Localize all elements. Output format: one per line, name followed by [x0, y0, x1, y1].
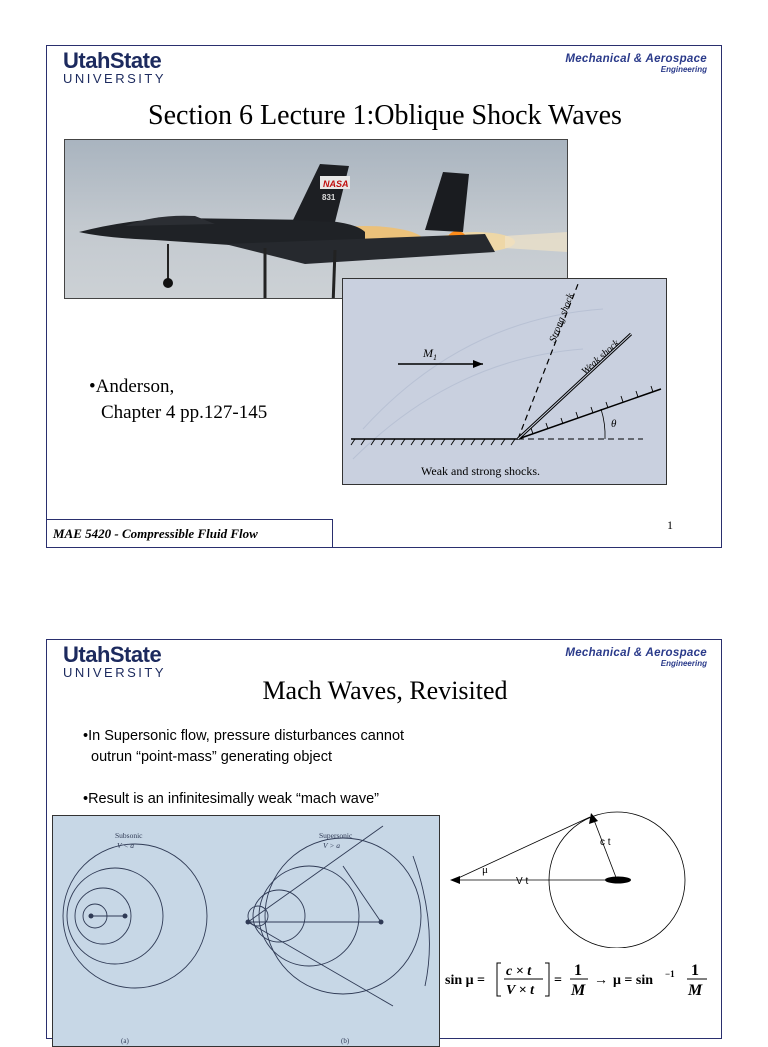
svg-text:μ: μ	[482, 864, 488, 876]
svg-text:1: 1	[691, 962, 699, 979]
bullet-1-line-1: In Supersonic flow, pressure disturbances cannot	[88, 728, 405, 744]
svg-text:M: M	[571, 982, 586, 999]
svg-text:V t: V t	[516, 876, 529, 887]
mach-cone-diagram	[442, 798, 722, 948]
department-logo	[565, 53, 707, 74]
bullet-1-line-2: outrun “point-mass” generating object	[91, 749, 332, 765]
svg-text:V × t: V × t	[506, 983, 534, 998]
svg-text:(a): (a)	[121, 1037, 129, 1045]
svg-text:V > a: V > a	[323, 841, 341, 850]
logo-line-1: UtahState	[63, 642, 162, 667]
shock-diagram-illustration	[343, 279, 666, 484]
logo-line-2: UNIVERSITY	[63, 665, 167, 680]
dept-line-2: Engineering	[660, 659, 707, 668]
svg-text:μ = sin: μ = sin	[613, 973, 654, 988]
bullet-1	[83, 726, 404, 768]
nasa-tail-text: NASA	[323, 179, 349, 189]
university-logo	[63, 50, 166, 86]
svg-text:(b): (b)	[341, 1037, 350, 1045]
svg-text:Weak shock: Weak shock	[579, 337, 622, 378]
slide-2	[46, 639, 722, 1045]
bullet-2-text: Result is an infinitesimally weak “mach wave”	[88, 791, 379, 807]
svg-text:c t: c t	[600, 837, 611, 848]
svg-text:M: M	[688, 982, 703, 999]
svg-text:V < a: V < a	[117, 841, 135, 850]
mach-wave-diagram	[52, 815, 440, 1047]
svg-text:=: =	[554, 973, 562, 988]
svg-text:M1: $M_1$	[423, 346, 437, 362]
page-number: 1	[667, 518, 673, 532]
figure-caption: Weak and strong shocks.	[421, 464, 541, 478]
bullet-reference	[89, 374, 267, 426]
department-logo	[565, 647, 707, 668]
svg-text:sin μ =: sin μ =	[445, 973, 486, 988]
svg-text:Strong shock: Strong shock	[547, 291, 577, 345]
logo-line-2: UNIVERSITY	[63, 71, 167, 86]
slide-1	[46, 45, 722, 548]
bullet-2	[83, 789, 379, 810]
slide-title: Mach Waves, Revisited	[262, 676, 508, 705]
course-footer	[47, 519, 333, 547]
tail-number: 831	[322, 193, 336, 202]
svg-text:θ: θ	[611, 418, 617, 430]
footer-text: MAE 5420 - Compressible Fluid Flow	[53, 526, 258, 541]
university-logo	[63, 644, 166, 680]
svg-text:−1: −1	[665, 969, 675, 979]
jet-illustration	[65, 140, 567, 298]
mach-angle-formula	[443, 953, 713, 1003]
svg-text:Supersonic: Supersonic	[319, 831, 353, 840]
svg-text:Subsonic: Subsonic	[115, 831, 143, 840]
bullet-dot: •	[89, 376, 96, 397]
svg-text:→: →	[594, 973, 608, 988]
svg-text:c × t: c × t	[506, 964, 532, 979]
jet-photo	[64, 139, 568, 299]
shock-diagram	[342, 278, 667, 485]
dept-line-1: Mechanical & Aerospace	[565, 53, 707, 65]
bullet-line-1: Anderson,	[95, 376, 175, 397]
bullet-dot: •	[83, 728, 89, 744]
bullet-dot: •	[83, 791, 89, 807]
bullet-line-2: Chapter 4 pp.127-145	[101, 402, 268, 423]
svg-text:1: 1	[574, 962, 582, 979]
mach-wave-illustration	[53, 816, 439, 1046]
dept-line-1: Mechanical & Aerospace	[565, 647, 707, 659]
slide-title: Section 6 Lecture 1:Oblique Shock Waves	[148, 100, 622, 131]
dept-line-2: Engineering	[660, 65, 707, 74]
logo-line-1: UtahState	[63, 48, 162, 73]
